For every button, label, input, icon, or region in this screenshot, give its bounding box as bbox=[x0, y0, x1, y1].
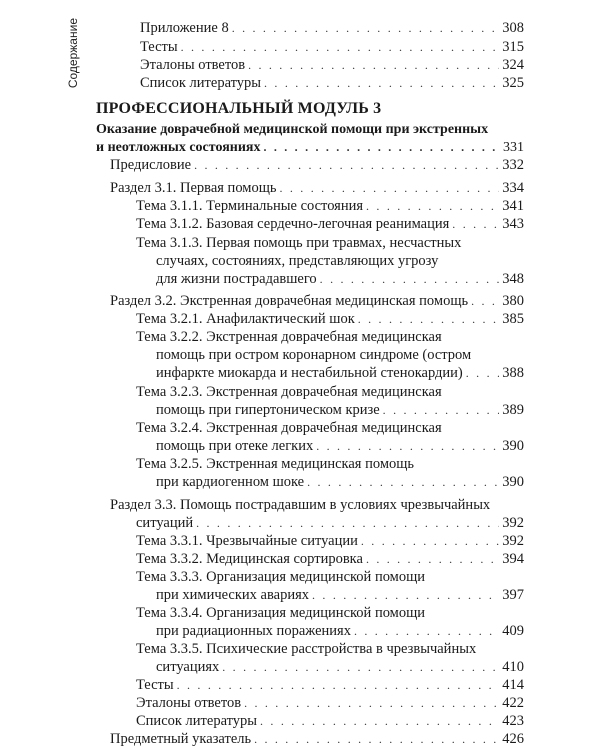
toc-entry-title: при кардиогенном шоке bbox=[156, 474, 305, 490]
toc-entry-topic-3-2-5[interactable] bbox=[156, 474, 524, 491]
leader-dots bbox=[177, 677, 499, 694]
toc-page-number: 341 bbox=[502, 198, 524, 214]
toc-page-number: 397 bbox=[502, 587, 524, 603]
toc-entry-answers[interactable] bbox=[140, 57, 524, 74]
toc-page-number: 331 bbox=[503, 140, 524, 155]
toc-entry-module-3[interactable] bbox=[96, 139, 524, 156]
toc-entry-title: ситуаций bbox=[136, 515, 194, 531]
toc-entry-module-answers[interactable] bbox=[136, 695, 524, 712]
leader-dots bbox=[354, 623, 499, 640]
toc-entry-literature[interactable] bbox=[140, 75, 524, 92]
leader-dots bbox=[232, 20, 499, 37]
leader-dots bbox=[307, 474, 499, 491]
toc-entry-title: Раздел 3.1. Первая помощь bbox=[110, 180, 277, 196]
toc-page-number: 315 bbox=[502, 39, 524, 55]
toc-page-number: 422 bbox=[502, 695, 524, 711]
toc-entry-topic-3-2-4[interactable] bbox=[156, 438, 524, 455]
toc-page-number: 389 bbox=[502, 402, 524, 418]
toc-page-number: 392 bbox=[502, 533, 524, 549]
toc-page-number: 409 bbox=[502, 623, 524, 639]
leader-dots bbox=[383, 402, 499, 419]
toc-entry-title: при химических авариях bbox=[156, 587, 310, 603]
toc-entry-title: ситуациях bbox=[156, 659, 220, 675]
leader-dots bbox=[366, 198, 499, 215]
leader-dots bbox=[316, 438, 499, 455]
toc-entry-title: Эталоны ответов bbox=[140, 57, 246, 73]
toc-entry-topic-3-3-5-line1: Тема 3.3.5. Психические расстройства в чрезвычайных bbox=[136, 641, 477, 657]
toc-entry-topic-3-3-3-line1: Тема 3.3.3. Организация медицинской помощи bbox=[136, 569, 426, 585]
toc-entry-section-3-2[interactable] bbox=[110, 293, 524, 310]
leader-dots bbox=[260, 713, 499, 730]
toc-entry-tests[interactable] bbox=[140, 39, 524, 56]
toc-page-number: 380 bbox=[502, 293, 524, 309]
toc-entry-subject-index[interactable] bbox=[110, 731, 524, 748]
toc-entry-topic-3-1-3-line1: Тема 3.1.3. Первая помощь при травмах, несчастных bbox=[136, 235, 462, 251]
toc-entry-title: Тема 3.2.1. Анафилактический шок bbox=[136, 311, 355, 327]
module-title: ПРОФЕССИОНАЛЬНЫЙ МОДУЛЬ 3 bbox=[96, 100, 382, 117]
toc-page-number: 390 bbox=[502, 438, 524, 454]
toc-entry-topic-3-3-4-line1: Тема 3.3.4. Организация медицинской помощи bbox=[136, 605, 426, 621]
toc-entry-section-3-1[interactable] bbox=[110, 180, 524, 197]
toc-entry-title: Список литературы bbox=[136, 713, 258, 729]
running-head-contents: Содержание bbox=[66, 18, 80, 89]
toc-page-number: 343 bbox=[502, 216, 524, 232]
toc-entry-title: и неотложных состояниях bbox=[96, 140, 261, 155]
toc-page-number: 385 bbox=[502, 311, 524, 327]
toc-page-number: 348 bbox=[502, 271, 524, 287]
leader-dots bbox=[181, 39, 499, 56]
leader-dots bbox=[452, 216, 499, 233]
toc-entry-title: Предисловие bbox=[110, 157, 192, 173]
toc-entry-topic-3-3-3[interactable] bbox=[156, 587, 524, 604]
leader-dots bbox=[280, 180, 500, 197]
toc-entry-title: инфаркте миокарда и нестабильной стенокардии) bbox=[156, 365, 463, 381]
leader-dots bbox=[471, 293, 499, 310]
toc-entry-title: при радиационных поражениях bbox=[156, 623, 351, 639]
leader-dots bbox=[466, 365, 499, 382]
toc-entry-topic-3-1-1[interactable] bbox=[136, 198, 524, 215]
toc-page-number: 392 bbox=[502, 515, 524, 531]
toc-entry-title: Тема 3.3.2. Медицинская сортировка bbox=[136, 551, 363, 567]
toc-entry-title: Тесты bbox=[140, 39, 178, 55]
leader-dots bbox=[194, 157, 499, 174]
leader-dots bbox=[366, 551, 499, 568]
toc-entry-title: Список литературы bbox=[140, 75, 262, 91]
toc-entry-section-3-3-line1: Раздел 3.3. Помощь пострадавшим в условиях чрезвычайных bbox=[110, 497, 491, 513]
toc-page-number: 334 bbox=[502, 180, 524, 196]
toc-entry-module-literature[interactable] bbox=[136, 713, 524, 730]
toc-entry-title: Раздел 3.2. Экстренная доврачебная медицинская помощь bbox=[110, 293, 469, 309]
toc-entry-title: Приложение 8 bbox=[140, 20, 229, 36]
toc-entry-topic-3-3-4[interactable] bbox=[156, 623, 524, 640]
toc-entry-topic-3-1-2[interactable] bbox=[136, 216, 524, 233]
module-subtitle-line1: Оказание доврачебной медицинской помощи при экстренных bbox=[96, 122, 489, 137]
toc-entry-preface[interactable] bbox=[110, 157, 524, 174]
leader-dots bbox=[244, 695, 499, 712]
toc-entry-topic-3-1-3[interactable] bbox=[156, 271, 524, 288]
toc-page-number: 426 bbox=[502, 731, 524, 747]
toc-entry-module-tests[interactable] bbox=[136, 677, 524, 694]
toc-entry-topic-3-1-3-line2: случаях, состояниях, представляющих угрозу bbox=[156, 253, 439, 269]
toc-entry-topic-3-2-3-line1: Тема 3.2.3. Экстренная доврачебная медицинская bbox=[136, 384, 442, 400]
toc-entry-title: Тема 3.3.1. Чрезвычайные ситуации bbox=[136, 533, 358, 549]
toc-entry-title: Предметный указатель bbox=[110, 731, 252, 747]
leader-dots bbox=[312, 587, 499, 604]
toc-entry-title: Тема 3.1.2. Базовая сердечно-легочная реанимация bbox=[136, 216, 450, 232]
toc-page-number: 388 bbox=[502, 365, 524, 381]
leader-dots bbox=[361, 533, 499, 550]
toc-page-number: 394 bbox=[502, 551, 524, 567]
toc-page-number: 390 bbox=[502, 474, 524, 490]
toc-entry-topic-3-2-2[interactable] bbox=[156, 365, 524, 382]
toc-entry-title: помощь при отеке легких bbox=[156, 438, 314, 454]
leader-dots bbox=[196, 515, 499, 532]
toc-page-number: 423 bbox=[502, 713, 524, 729]
leader-dots bbox=[358, 311, 499, 328]
toc-entry-appendix-8[interactable] bbox=[140, 20, 524, 37]
toc-entry-title: помощь при гипертоническом кризе bbox=[156, 402, 380, 418]
toc-entry-topic-3-2-3[interactable] bbox=[156, 402, 524, 419]
toc-entry-topic-3-2-1[interactable] bbox=[136, 311, 524, 328]
toc-entry-topic-3-2-2-line1: Тема 3.2.2. Экстренная доврачебная медицинская bbox=[136, 329, 442, 345]
toc-page-number: 410 bbox=[502, 659, 524, 675]
toc-entry-topic-3-2-2-line2: помощь при остром коронарном синдроме (остром bbox=[156, 347, 472, 363]
leader-dots bbox=[320, 271, 499, 288]
toc-entry-topic-3-2-5-line1: Тема 3.2.5. Экстренная медицинская помощь bbox=[136, 456, 415, 472]
toc-entry-title: Тесты bbox=[136, 677, 174, 693]
toc-page-number: 332 bbox=[502, 157, 524, 173]
toc-page-number: 325 bbox=[502, 75, 524, 91]
toc-entry-title: для жизни пострадавшего bbox=[156, 271, 317, 287]
toc-page-number: 308 bbox=[502, 20, 524, 36]
leader-dots bbox=[263, 139, 499, 156]
toc-page-number: 414 bbox=[502, 677, 524, 693]
toc-entry-title: Тема 3.1.1. Терминальные состояния bbox=[136, 198, 364, 214]
toc-entry-topic-3-3-5[interactable] bbox=[156, 659, 524, 676]
leader-dots bbox=[248, 57, 499, 74]
toc-entry-title: Эталоны ответов bbox=[136, 695, 242, 711]
toc-entry-topic-3-3-2[interactable] bbox=[136, 551, 524, 568]
leader-dots bbox=[222, 659, 499, 676]
toc-entry-topic-3-2-4-line1: Тема 3.2.4. Экстренная доврачебная медицинская bbox=[136, 420, 442, 436]
toc-entry-topic-3-3-1[interactable] bbox=[136, 533, 524, 550]
toc-page-number: 324 bbox=[502, 57, 524, 73]
leader-dots bbox=[264, 75, 499, 92]
toc-entry-section-3-3[interactable] bbox=[136, 515, 524, 532]
leader-dots bbox=[254, 731, 499, 748]
